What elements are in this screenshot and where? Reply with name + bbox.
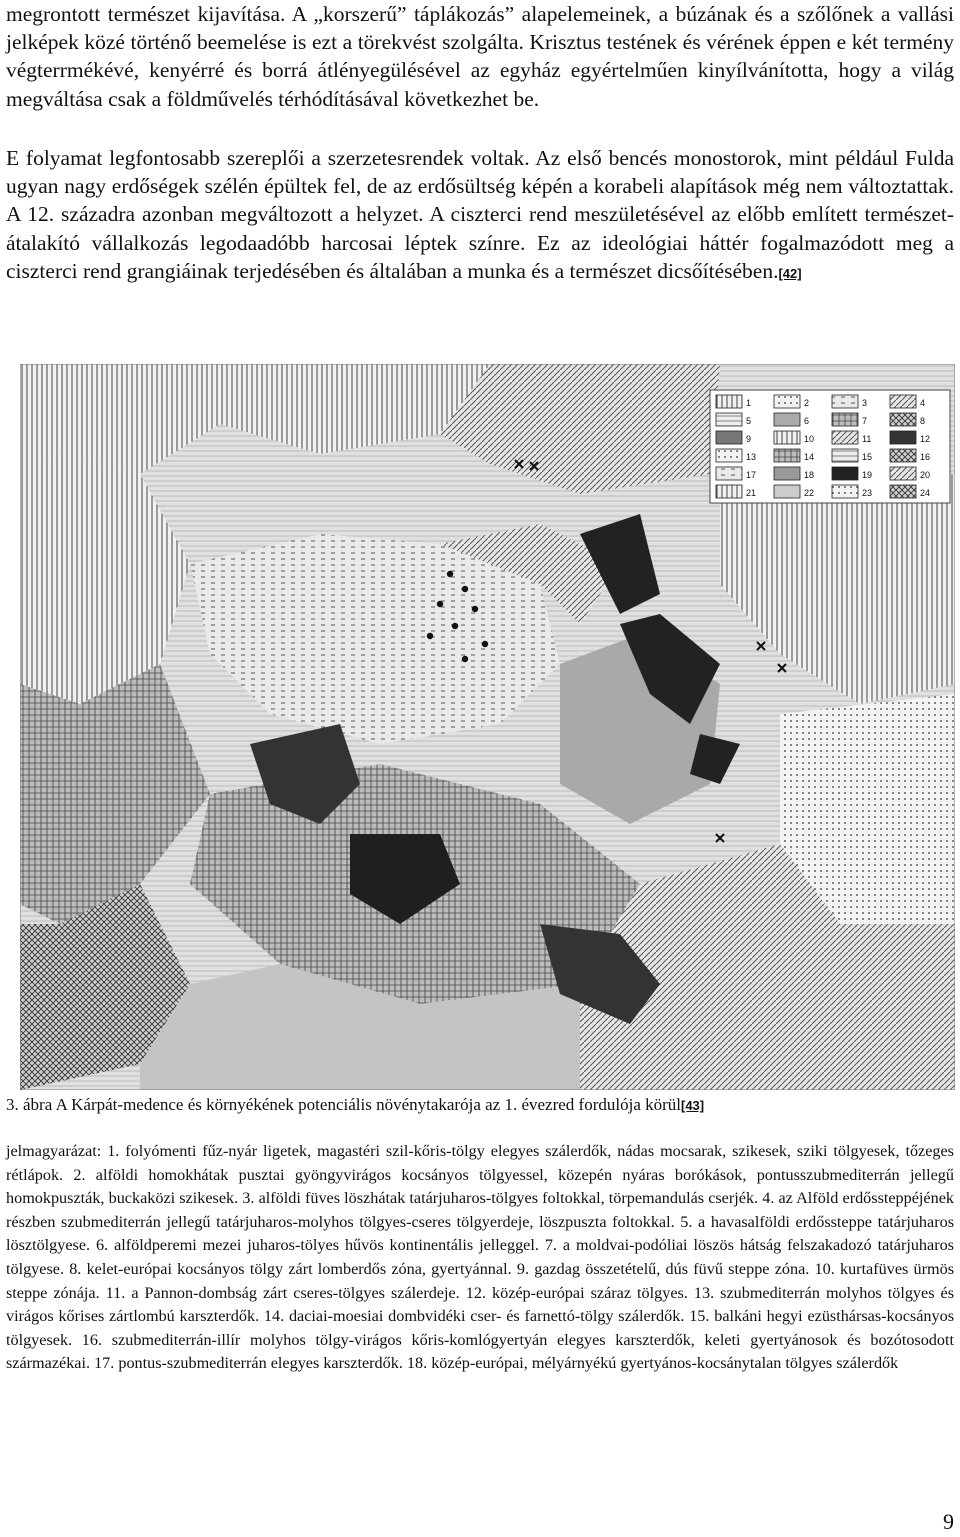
legend-number-20: 20 <box>920 470 931 480</box>
legend-swatch-7 <box>832 413 858 426</box>
legend-number-17: 17 <box>746 470 757 480</box>
legend-number-9: 9 <box>746 434 752 444</box>
legend-number-7: 7 <box>862 416 868 426</box>
legend-number-3: 3 <box>862 398 868 408</box>
legend-swatch-18 <box>774 467 800 480</box>
legend-number-14: 14 <box>804 452 815 462</box>
vegetation-map <box>20 364 955 1090</box>
legend-number-21: 21 <box>746 488 757 498</box>
legend-number-11: 11 <box>862 434 872 444</box>
legend-swatch-6 <box>774 413 800 426</box>
legend-swatch-10 <box>774 431 800 444</box>
legend-number-5: 5 <box>746 416 752 426</box>
legend-number-13: 13 <box>746 452 757 462</box>
legend-text: jelmagyarázat: 1. folyómenti fűz-nyár ligetek, magastéri szil-kőris-tölgy elegyes szálerdők, nádas mocsarak, szikesek, sziki tölgyesek, tőzeges rétlápok. 2. alföldi homokhátak pusztai gyöngyvirágos kocsányos tölgyessel, közepén nyáras borókások, pontusszubmediterrán jellegű homokpuszták, buckaközi szikesek. 3. alföldi füves löszhátak tatárjuharos-tölgyes foltokkal, törpemandulás cserjék. 4. az Alföld erdőssteppéjének részben szubmediterrán jellegű tatárjuharos-molyhos tölgyes-cseres tölgyerdeje, löszpuszta foltokkal. 5. a havasalföldi erdőssteppe tatárjuharos lösztölgyese. 6. alföldperemi mezei juharos-tölyes hűvös kontinentális jelleggel. 7. a moldvai-podóliai löszös hátság felszakadozó tatárjuharos tölgyese. 8. kelet-európai kocsányos tölgy zárt lomberdős zóna, gyertyánnal. 9. gazdag összetételű, dús füvű steppe zóna. 10. kurtafüves ürmös steppe zónája. 11. a Pannon-dombság zárt cseres-tölgyes szálerdeje. 12. közép-európai száraz tölgyes. 13. szubmediterrán molyhos tölgyes és virágos kőrises zártlombú karszterdők. 14. daciai-moesiai dombvidéki cser- és farnettó-tölgy szálerdők. 15. balkáni hegyi ezüsthársas-kocsányos tölgyesek. 16. szubmediterrán-illír molyhos tölgy-virágos kőris-komlógyertyán elegyes karszterdők, keleti gyertyánosok és bozótosodott származékai. 17. pontus-szubmediterrán elegyes karszterdők. 18. közép-európai, mélyárnyékú gyertyános-kocsánytalan tölgyes szálerdők <box>6 1142 954 1373</box>
paragraph-2-text: E folyamat legfontosabb szereplői a szerzetesrendek voltak. Az első bencés monostorok, mint például Fulda ugyan nagy erdőségek szélén épültek fel, de az erdősültség képén a korabeli alapítások még nem változtattak. A 12. századra azonban megváltozott a helyzet. A ciszterci rend meszületésével az előbb említett természet-átalakító vállalkozás legodaadóbb harcosai léptek színre. Ez az ideológiai háttér fogalmazódott meg a ciszterci rend grangiáinak terjedésében és általában a munka és a természet dicsőítésében. <box>6 146 954 283</box>
legend-number-12: 12 <box>920 434 931 444</box>
legend-number-16: 16 <box>920 452 931 462</box>
legend-number-19: 19 <box>862 470 873 480</box>
body-paragraph-2 <box>6 144 954 288</box>
legend-swatch-1 <box>716 395 742 408</box>
caption-text: 3. ábra A Kárpát-medence és környékének potenciális növénytakarója az 1. évezred fordulója körül <box>6 1095 681 1114</box>
legend-number-18: 18 <box>804 470 815 480</box>
legend-number-1: 1 <box>746 398 752 408</box>
vegetation-map-figure <box>20 364 955 1090</box>
legend-swatch-19 <box>832 467 858 480</box>
legend-swatch-4 <box>890 395 916 408</box>
legend-number-24: 24 <box>920 488 931 498</box>
paragraph-1-text: megrontott természet kijavítása. A „korszerű” táplákozás” alapelemeinek, a búzának és a szőlőnek a vallási jelképek közé történő beemelése is ezt a törekvést szolgálta. Krisztus testének és vérének éppen e két termény végterrmékévé, kenyérré és borrá átlényegülésével az egyház egyértelműen kinyílvánította, hogy a világ megváltása csak a földművelés térhódításával következhet be. <box>6 2 954 111</box>
legend-swatch-11 <box>832 431 858 444</box>
legend-swatch-9 <box>716 431 742 444</box>
legend-swatch-16 <box>890 449 916 462</box>
legend-swatch-21 <box>716 485 742 498</box>
legend-number-8: 8 <box>920 416 926 426</box>
body-paragraph-1 <box>6 0 954 113</box>
legend-swatch-12 <box>890 431 916 444</box>
legend-swatch-3 <box>832 395 858 408</box>
footnote-ref-42[interactable]: [42] <box>778 265 802 281</box>
footnote-ref-43[interactable]: [43] <box>681 1098 705 1113</box>
legend-swatch-23 <box>832 485 858 498</box>
legend-swatch-14 <box>774 449 800 462</box>
legend-swatch-13 <box>716 449 742 462</box>
legend-number-2: 2 <box>804 398 810 408</box>
legend-number-15: 15 <box>862 452 873 462</box>
legend-swatch-5 <box>716 413 742 426</box>
legend-explanation <box>6 1140 954 1376</box>
legend-number-4: 4 <box>920 398 926 408</box>
legend-swatch-20 <box>890 467 916 480</box>
figure-caption <box>6 1094 704 1117</box>
legend-number-23: 23 <box>862 488 873 498</box>
legend-swatch-8 <box>890 413 916 426</box>
legend-number-10: 10 <box>804 434 815 444</box>
legend-swatch-24 <box>890 485 916 498</box>
legend-swatch-2 <box>774 395 800 408</box>
legend-swatch-22 <box>774 485 800 498</box>
legend-swatch-17 <box>716 467 742 480</box>
map-legend-box <box>710 390 950 503</box>
legend-number-22: 22 <box>804 488 815 498</box>
legend-number-6: 6 <box>804 416 810 426</box>
page-number: 9 <box>943 1509 954 1534</box>
legend-swatch-15 <box>832 449 858 462</box>
